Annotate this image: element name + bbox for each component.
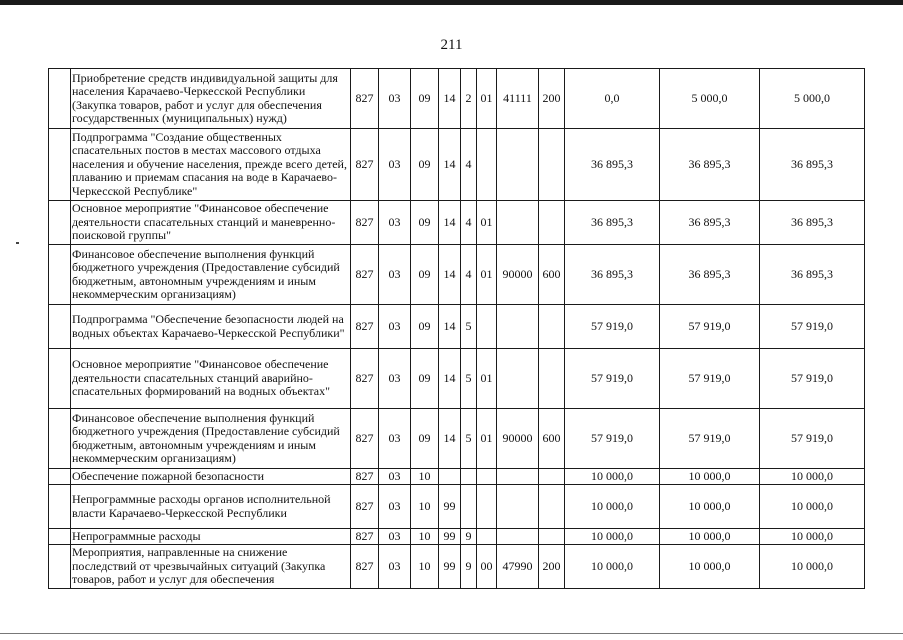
subprogram-code-cell: 9	[461, 545, 477, 589]
amount-year2-cell: 36 895,3	[660, 129, 760, 201]
amount-year1-cell: 0,0	[565, 69, 660, 129]
amount-year3-cell: 57 919,0	[760, 349, 865, 409]
number-cell	[49, 485, 71, 529]
amount-year2-cell: 36 895,3	[660, 245, 760, 305]
event-code-cell	[477, 485, 497, 529]
ministry-code-cell: 827	[351, 545, 379, 589]
subprogram-code-cell: 5	[461, 349, 477, 409]
event-code-cell: 01	[477, 69, 497, 129]
number-cell	[49, 305, 71, 349]
direction-code-cell	[497, 129, 539, 201]
subprogram-code-cell: 5	[461, 305, 477, 349]
item-name-cell: Финансовое обеспечение выполнения функций бюджетного учреждения (Предоставление субсидий бюджетным, автономным учреждениям и иным некоммерческим организациям)	[71, 409, 351, 469]
amount-year2-cell: 57 919,0	[660, 349, 760, 409]
item-name-cell: Непрограммные расходы органов исполнительной власти Карачаево-Черкесской Республики	[71, 485, 351, 529]
ministry-code-cell: 827	[351, 305, 379, 349]
subsection-code-cell: 10	[411, 529, 439, 545]
subprogram-code-cell: 4	[461, 129, 477, 201]
number-cell	[49, 469, 71, 485]
item-name-cell: Основное мероприятие "Финансовое обеспечение деятельности спасательных станций аварийно-спасательных формирований на водных объектах"	[71, 349, 351, 409]
amount-year2-cell: 10 000,0	[660, 469, 760, 485]
amount-year1-cell: 57 919,0	[565, 305, 660, 349]
section-code-cell: 03	[379, 245, 411, 305]
expense-type-cell	[539, 129, 565, 201]
amount-year2-cell: 36 895,3	[660, 201, 760, 245]
expense-type-cell	[539, 485, 565, 529]
ministry-code-cell: 827	[351, 129, 379, 201]
amount-year3-cell: 57 919,0	[760, 305, 865, 349]
subsection-code-cell: 10	[411, 545, 439, 589]
direction-code-cell: 41111	[497, 69, 539, 129]
subsection-code-cell: 10	[411, 485, 439, 529]
amount-year2-cell: 5 000,0	[660, 69, 760, 129]
subprogram-code-cell: 5	[461, 409, 477, 469]
amount-year1-cell: 57 919,0	[565, 409, 660, 469]
amount-year3-cell: 10 000,0	[760, 529, 865, 545]
item-name-cell: Основное мероприятие "Финансовое обеспечение деятельности спасательных станций и маневренно-поисковой группы"	[71, 201, 351, 245]
program-code-cell: 99	[439, 485, 461, 529]
amount-year1-cell: 10 000,0	[565, 485, 660, 529]
ministry-code-cell: 827	[351, 69, 379, 129]
table-row	[49, 245, 865, 305]
event-code-cell: 01	[477, 349, 497, 409]
number-cell	[49, 129, 71, 201]
event-code-cell: 01	[477, 245, 497, 305]
section-code-cell: 03	[379, 485, 411, 529]
expense-type-cell: 600	[539, 245, 565, 305]
expense-type-cell: 600	[539, 409, 565, 469]
expense-type-cell: 200	[539, 69, 565, 129]
subsection-code-cell: 10	[411, 469, 439, 485]
table-row	[49, 409, 865, 469]
amount-year3-cell: 10 000,0	[760, 469, 865, 485]
subsection-code-cell: 09	[411, 69, 439, 129]
amount-year3-cell: 5 000,0	[760, 69, 865, 129]
subprogram-code-cell	[461, 469, 477, 485]
amount-year3-cell: 10 000,0	[760, 485, 865, 529]
item-name-cell: Подпрограмма "Создание общественных спасательных постов в местах массового отдыха населения и обучение населения, прежде всего детей, плаванию и приемам спасания на воде в Карачаево-Черкесской Республике"	[71, 129, 351, 201]
event-code-cell	[477, 469, 497, 485]
amount-year1-cell: 36 895,3	[565, 201, 660, 245]
direction-code-cell: 47990	[497, 545, 539, 589]
subsection-code-cell: 09	[411, 305, 439, 349]
expense-type-cell	[539, 349, 565, 409]
ministry-code-cell: 827	[351, 529, 379, 545]
ministry-code-cell: 827	[351, 485, 379, 529]
ministry-code-cell: 827	[351, 349, 379, 409]
program-code-cell: 14	[439, 129, 461, 201]
event-code-cell	[477, 529, 497, 545]
direction-code-cell	[497, 529, 539, 545]
program-code-cell: 14	[439, 349, 461, 409]
amount-year3-cell: 57 919,0	[760, 409, 865, 469]
amount-year3-cell: 36 895,3	[760, 129, 865, 201]
event-code-cell: 01	[477, 201, 497, 245]
amount-year1-cell: 57 919,0	[565, 349, 660, 409]
bottom-border-rule	[0, 633, 903, 634]
table-row	[49, 469, 865, 485]
event-code-cell	[477, 305, 497, 349]
amount-year1-cell: 36 895,3	[565, 129, 660, 201]
ministry-code-cell: 827	[351, 469, 379, 485]
amount-year2-cell: 10 000,0	[660, 485, 760, 529]
section-code-cell: 03	[379, 349, 411, 409]
expense-type-cell	[539, 305, 565, 349]
direction-code-cell: 90000	[497, 409, 539, 469]
expense-type-cell	[539, 529, 565, 545]
item-name-cell: Мероприятия, направленные на снижение последствий от чрезвычайных ситуаций (Закупка товаров, работ и услуг для обеспечения	[71, 545, 351, 589]
number-cell	[49, 245, 71, 305]
program-code-cell: 14	[439, 305, 461, 349]
budget-table	[48, 68, 865, 589]
expense-type-cell: 200	[539, 545, 565, 589]
item-name-cell: Финансовое обеспечение выполнения функций бюджетного учреждения (Предоставление субсидий бюджетным, автономным учреждениям и иным некоммерческим организациям)	[71, 245, 351, 305]
amount-year1-cell: 10 000,0	[565, 529, 660, 545]
direction-code-cell	[497, 469, 539, 485]
section-code-cell: 03	[379, 545, 411, 589]
table-row	[49, 485, 865, 529]
subsection-code-cell: 09	[411, 349, 439, 409]
section-code-cell: 03	[379, 469, 411, 485]
direction-code-cell	[497, 485, 539, 529]
event-code-cell	[477, 129, 497, 201]
amount-year3-cell: 36 895,3	[760, 201, 865, 245]
section-code-cell: 03	[379, 129, 411, 201]
ministry-code-cell: 827	[351, 201, 379, 245]
subprogram-code-cell: 4	[461, 201, 477, 245]
item-name-cell: Приобретение средств индивидуальной защиты для населения Карачаево-Черкесской Республики (Закупка товаров, работ и услуг для обеспечения государственных (муниципальных) нужд)	[71, 69, 351, 129]
subprogram-code-cell: 4	[461, 245, 477, 305]
table-row	[49, 69, 865, 129]
amount-year2-cell: 57 919,0	[660, 409, 760, 469]
program-code-cell: 14	[439, 245, 461, 305]
number-cell	[49, 349, 71, 409]
table-row	[49, 349, 865, 409]
number-cell	[49, 69, 71, 129]
program-code-cell: 14	[439, 201, 461, 245]
amount-year3-cell: 10 000,0	[760, 545, 865, 589]
table-row	[49, 529, 865, 545]
ministry-code-cell: 827	[351, 409, 379, 469]
amount-year2-cell: 57 919,0	[660, 305, 760, 349]
program-code-cell: 99	[439, 545, 461, 589]
top-border-rule	[0, 0, 903, 5]
program-code-cell: 99	[439, 529, 461, 545]
expense-type-cell	[539, 469, 565, 485]
amount-year2-cell: 10 000,0	[660, 529, 760, 545]
number-cell	[49, 529, 71, 545]
number-cell	[49, 409, 71, 469]
amount-year1-cell: 36 895,3	[565, 245, 660, 305]
section-code-cell: 03	[379, 529, 411, 545]
program-code-cell: 14	[439, 69, 461, 129]
expense-type-cell	[539, 201, 565, 245]
amount-year1-cell: 10 000,0	[565, 469, 660, 485]
item-name-cell: Обеспечение пожарной безопасности	[71, 469, 351, 485]
item-name-cell: Подпрограмма "Обеспечение безопасности людей на водных объектах Карачаево-Черкесской Республики"	[71, 305, 351, 349]
event-code-cell: 01	[477, 409, 497, 469]
section-code-cell: 03	[379, 201, 411, 245]
subsection-code-cell: 09	[411, 409, 439, 469]
program-code-cell: 14	[439, 409, 461, 469]
number-cell	[49, 201, 71, 245]
section-code-cell: 03	[379, 305, 411, 349]
section-code-cell: 03	[379, 409, 411, 469]
direction-code-cell	[497, 201, 539, 245]
program-code-cell	[439, 469, 461, 485]
page-number: 211	[440, 37, 463, 53]
amount-year3-cell: 36 895,3	[760, 245, 865, 305]
ministry-code-cell: 827	[351, 245, 379, 305]
amount-year2-cell: 10 000,0	[660, 545, 760, 589]
subprogram-code-cell: 2	[461, 69, 477, 129]
section-code-cell: 03	[379, 69, 411, 129]
subsection-code-cell: 09	[411, 245, 439, 305]
amount-year1-cell: 10 000,0	[565, 545, 660, 589]
direction-code-cell	[497, 349, 539, 409]
table-row	[49, 129, 865, 201]
table-body	[49, 69, 865, 589]
subsection-code-cell: 09	[411, 201, 439, 245]
table-row	[49, 545, 865, 589]
table-row	[49, 305, 865, 349]
subprogram-code-cell	[461, 485, 477, 529]
event-code-cell: 00	[477, 545, 497, 589]
direction-code-cell: 90000	[497, 245, 539, 305]
item-name-cell: Непрограммные расходы	[71, 529, 351, 545]
subprogram-code-cell: 9	[461, 529, 477, 545]
direction-code-cell	[497, 305, 539, 349]
subsection-code-cell: 09	[411, 129, 439, 201]
number-cell	[49, 545, 71, 589]
scan-speck	[16, 242, 19, 244]
table-row	[49, 201, 865, 245]
